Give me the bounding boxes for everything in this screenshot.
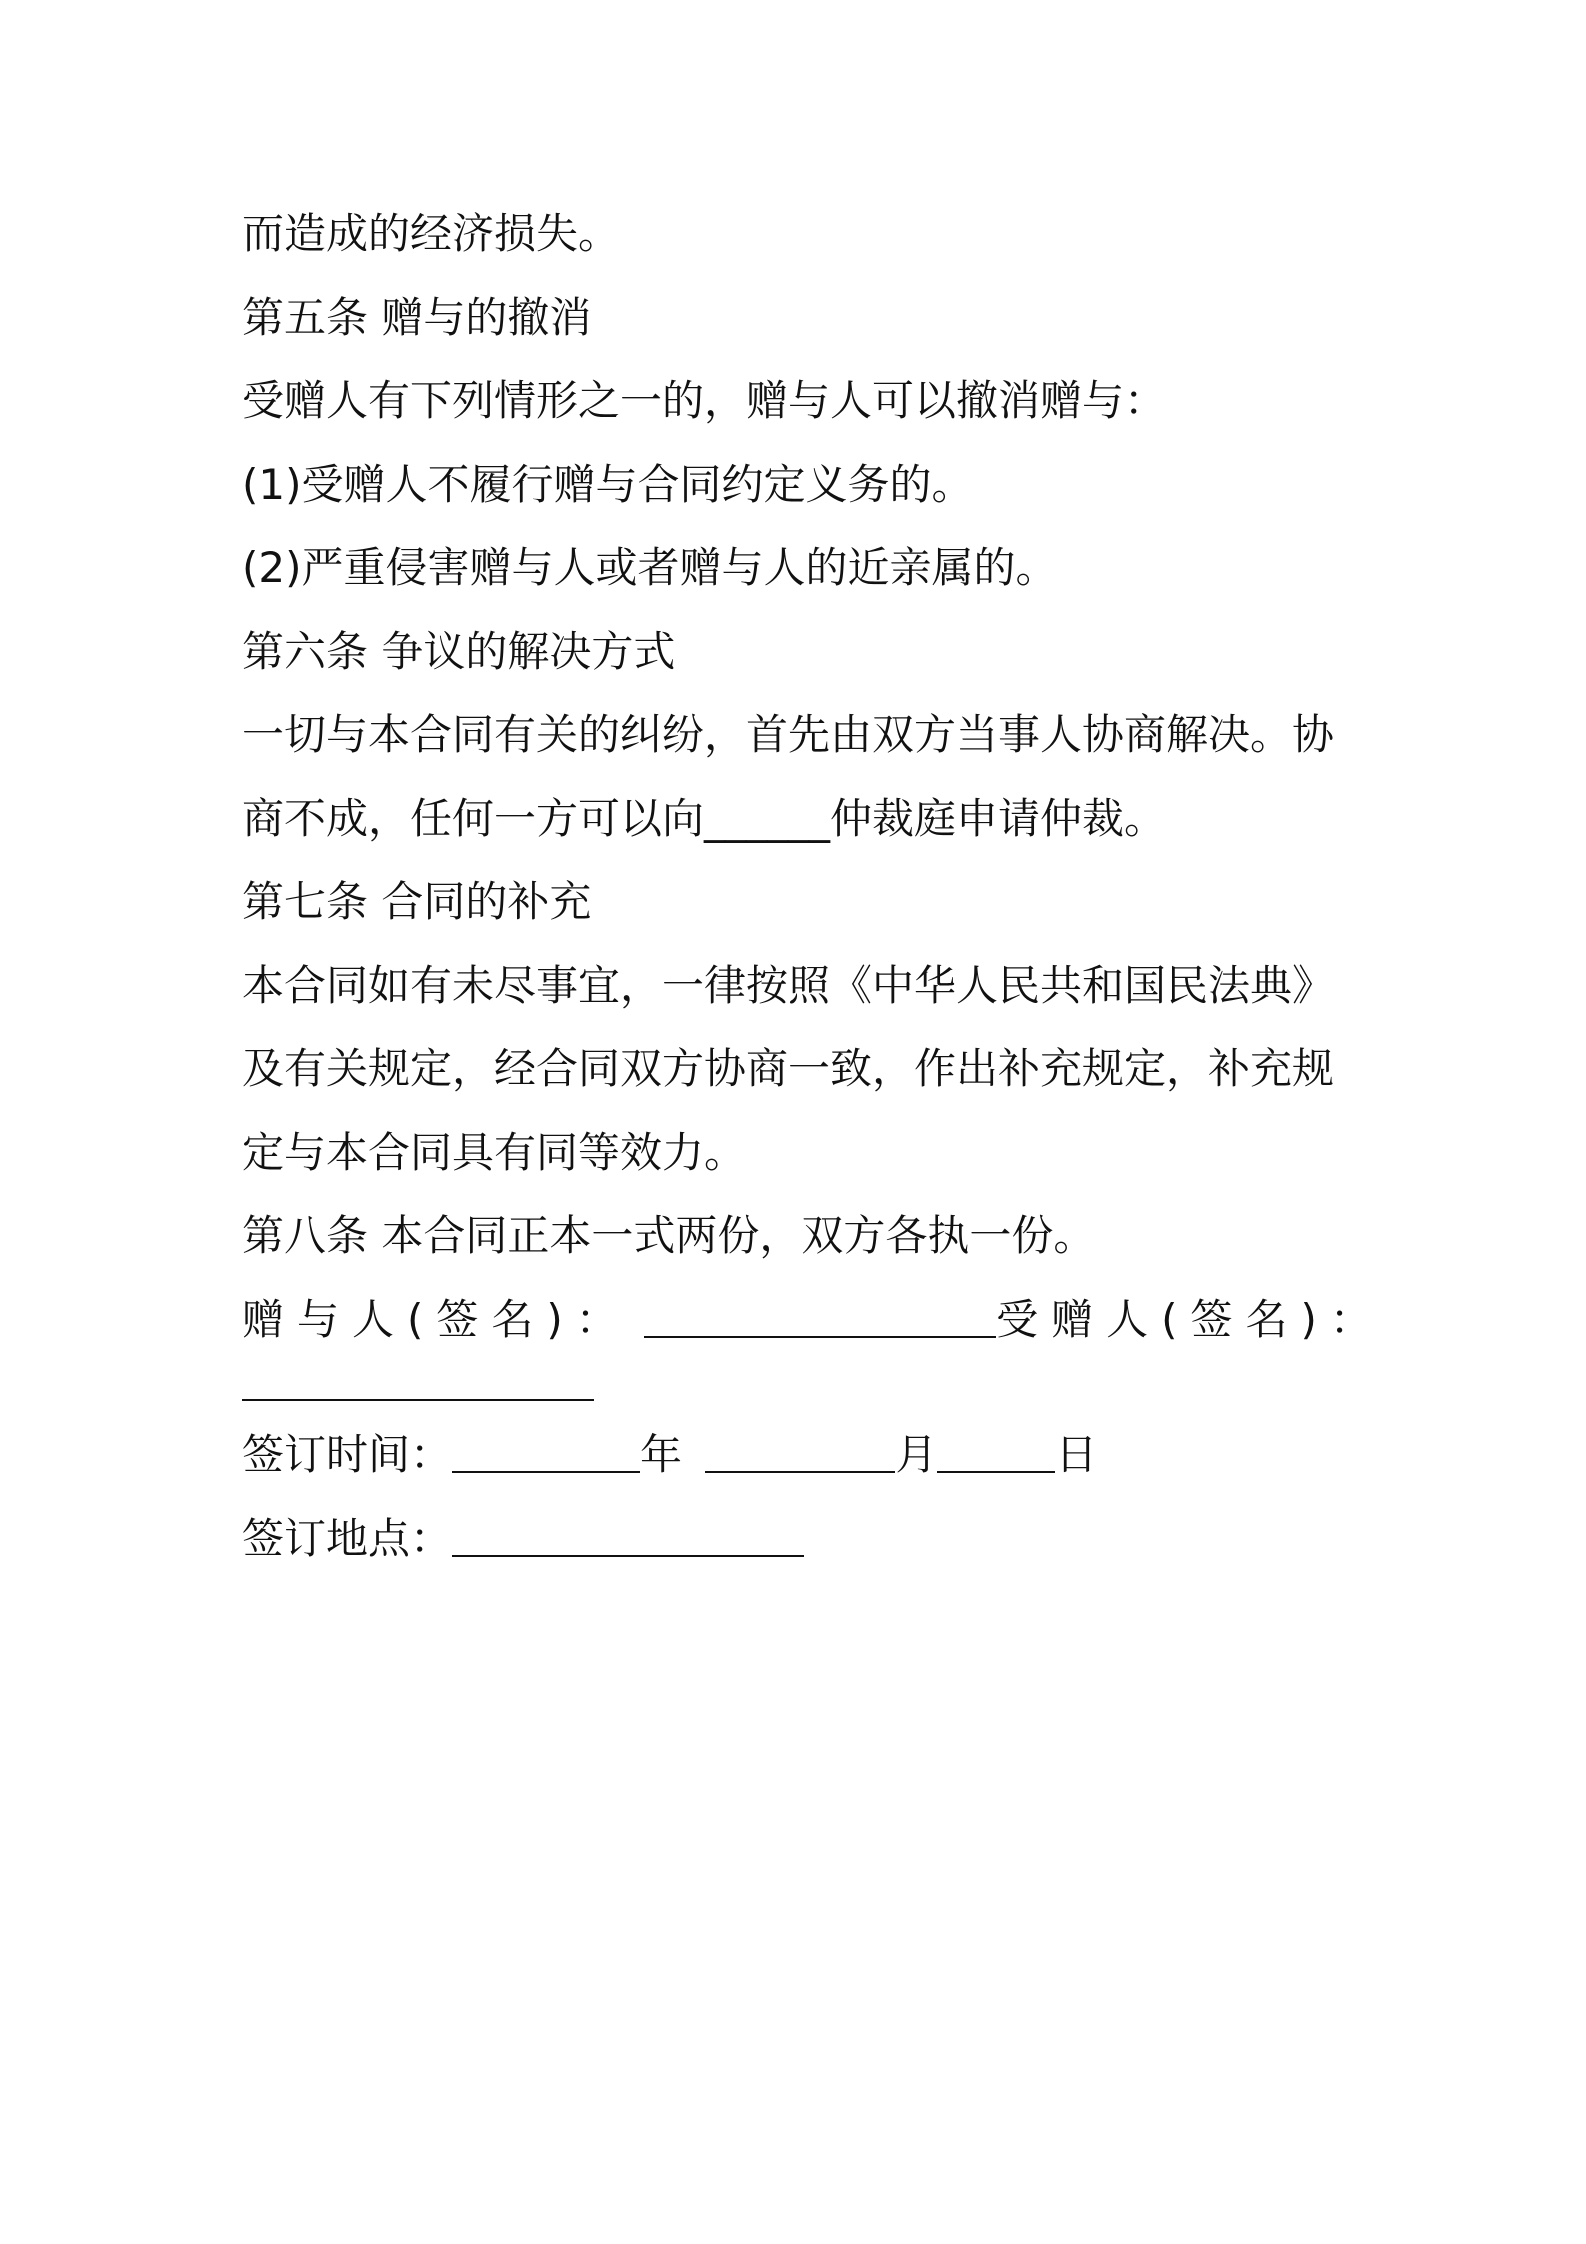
article-5-intro: 受赠人有下列情形之一的，赠与人可以撤消赠与：: [242, 376, 1167, 425]
year-blank[interactable]: [452, 1433, 640, 1473]
signing-place-label: 签订地点：: [242, 1513, 453, 1563]
day-blank[interactable]: [937, 1433, 1055, 1473]
contract-body: [242, 192, 1385, 1580]
signing-date-label: 签订时间：: [242, 1430, 453, 1479]
signing-place-row: [242, 1497, 1362, 1581]
month-blank[interactable]: [705, 1433, 895, 1473]
article-6-text-line-2: 商不成，任何一方可以向______仲裁庭申请仲裁。: [242, 793, 1167, 843]
paragraph-loss-clause: 而造成的经济损失。: [242, 209, 621, 258]
article-7-text-line-3: 定与本合同具有同等效力。: [242, 1127, 747, 1177]
article-5-item-2: (2)严重侵害赠与人或者赠与人的近亲属的。: [242, 543, 1058, 592]
article-6-text-line-1: 一切与本合同有关的纠纷，首先由双方当事人协商解决。协: [242, 710, 1335, 759]
article-8-text: 第八条 本合同正本一式两份，双方各执一份。: [242, 1211, 1096, 1260]
month-suffix: 月: [895, 1430, 938, 1479]
donor-signature-blank[interactable]: [644, 1298, 996, 1338]
article-7-heading: 第七条 合同的补充: [242, 877, 592, 926]
article-5-heading: 第五条 赠与的撤消: [242, 292, 592, 342]
place-blank[interactable]: [452, 1517, 804, 1557]
article-7-text-line-1: 本合同如有未尽事宜，一律按照《中华人民共和国民法典》: [242, 960, 1335, 1010]
donor-signature-label: 赠与人(签名)：: [242, 1294, 631, 1344]
donee-signature-label: 受赠人(签名)：: [996, 1294, 1385, 1344]
year-suffix: 年: [640, 1430, 683, 1479]
signature-row: [242, 1278, 1385, 1362]
donee-signature-blank[interactable]: [242, 1361, 594, 1401]
article-7-text-line-2: 及有关规定，经合同双方协商一致，作出补充规定，补充规: [242, 1044, 1335, 1093]
article-5-item-1: (1)受赠人不履行赠与合同约定义务的。: [242, 459, 974, 509]
day-suffix: 日: [1055, 1430, 1098, 1479]
donor-signature-group: [242, 1278, 996, 1362]
donee-signature-row: [242, 1361, 1362, 1401]
article-6-heading: 第六条 争议的解决方式: [242, 626, 676, 676]
signing-date-row: [242, 1413, 1362, 1497]
